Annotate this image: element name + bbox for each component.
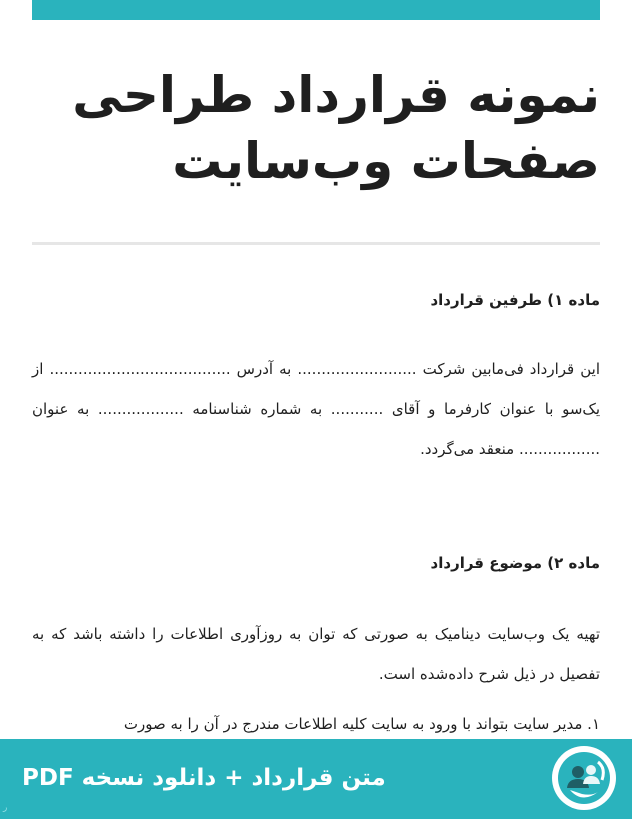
people-chat-logo-icon bbox=[552, 746, 616, 810]
section-heading-parties: ماده ۱) طرفین قرارداد bbox=[430, 291, 600, 309]
download-pdf-label[interactable]: متن قرارداد + دانلود نسخه PDF bbox=[22, 765, 386, 791]
page-title: نمونه قرارداد طراحی صفحات وب‌سایت bbox=[72, 66, 600, 190]
section-heading-subject: ماده ۲) موضوع قرارداد bbox=[430, 554, 600, 572]
top-accent-bar bbox=[32, 0, 600, 20]
section-list-item-1: ۱. مدیر سایت بتواند با ورود به سایت کلیه اطلاعات مندرج در آن را به صورت bbox=[123, 715, 600, 733]
title-divider bbox=[32, 242, 600, 245]
article-body bbox=[32, 288, 600, 744]
section-paragraph-parties: این قرارداد فی‌مابین شرکت ......................... به آدرس ...................................... از یک‌سو با عنوان کارفرما و آقای ........... به شماره شناسنامه .................. به عنوان ................. منعقد می‌گردد. bbox=[32, 360, 600, 458]
section-paragraph-subject: تهیه یک وب‌سایت دینامیک به صورتی که توان به روزآوری اطلاعات را داشته باشد که به تفصیل در ذیل شرح داده‌شده است. bbox=[32, 625, 600, 683]
download-banner[interactable] bbox=[0, 739, 632, 819]
corner-mark: ر bbox=[3, 803, 8, 813]
